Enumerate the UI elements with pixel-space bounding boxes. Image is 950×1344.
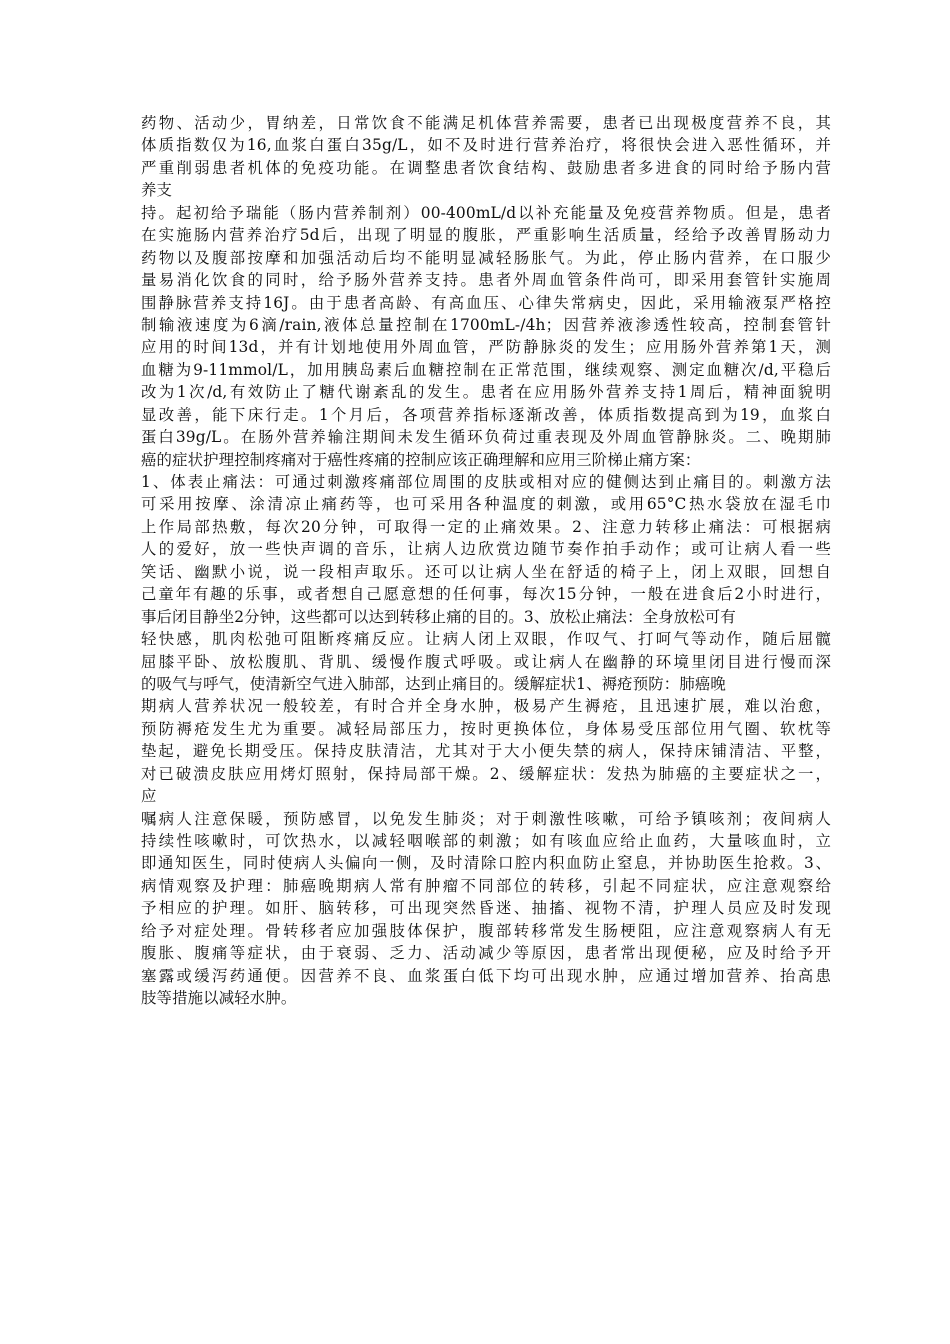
text-line: 病情观察及护理：肺癌晚期病人常有肿瘤不同部位的转移，引起不同症状，应注意观察给 bbox=[141, 876, 831, 895]
text-line: 腹胀、腹痛等症状，由于衰弱、乏力、活动减少等原因，患者常出现便秘，应及时给予开 bbox=[141, 944, 831, 963]
text-line: 给予对症处理。骨转移者应加强肢体保护，腹部转移常发生肠梗阻，应注意观察病人有无 bbox=[141, 921, 831, 940]
text-line: 即通知医生，同时使病人头偏向一侧，及时清除口腔内积血防止窒息，并协助医生抢救。3、 bbox=[141, 854, 831, 873]
text-line: 1、体表止痛法：可通过刺激疼痛部位周围的皮肤或相对应的健侧达到止痛目的。刺激方法 bbox=[141, 473, 831, 491]
text-line: 应用的时间13d，并有计划地使用外周血管，严防静脉炎的发生；应用肠外营养第1天，测 bbox=[141, 338, 831, 357]
body-text bbox=[141, 112, 831, 1010]
text-line: 持。起初给予瑞能（肠内营养制剂）00-400mL/d以补充能量及免疫营养物质。但是，患者 bbox=[141, 203, 831, 222]
text-line: 期病人营养状况一般较差，有时合并全身水肿，极易产生褥疮，且迅速扩展，难以治愈， bbox=[141, 697, 831, 716]
text-line: 应 bbox=[141, 787, 157, 806]
text-line: 血糖为9-11mmol/L，加用胰岛素后血糖控制在正常范围，继续观察、测定血糖次/d,平稳后 bbox=[141, 360, 831, 379]
text-line: 制输液速度为6滴/rain,液体总量控制在1700mL-/4h；因营养液渗透性较高，控制套管针 bbox=[141, 315, 831, 334]
text-line: 药物以及腹部按摩和加强活动后均不能明显减轻肠胀气。为此，停止肠内营养，在口服少 bbox=[141, 248, 831, 267]
text-line: 肢等措施以减轻水肿。 bbox=[141, 989, 297, 1008]
text-line: 围静脉营养支持16J。由于患者高龄、有高血压、心律失常病史，因此，采用输液泵严格控 bbox=[141, 293, 831, 312]
text-line: 轻快感，肌肉松弛可阻断疼痛反应。让病人闭上双眼，作叹气、打呵气等动作，随后屈髋 bbox=[141, 630, 831, 649]
text-line: 量易消化饮食的同时，给予肠外营养支持。患者外周血管条件尚可，即采用套管针实施周 bbox=[141, 271, 831, 290]
text-line: 上作局部热敷，每次20分钟，可取得一定的止痛效果。2、注意力转移止痛法：可根据病 bbox=[141, 517, 831, 536]
text-line: 事后闭目静坐2分钟，这些都可以达到转移止痛的目的。3、放松止痛法：全身放松可有 bbox=[141, 607, 736, 626]
text-line: 持续性咳嗽时，可饮热水，以减轻咽喉部的刺激；如有咳血应给止血药，大量咳血时，立 bbox=[141, 832, 831, 850]
text-line: 己童年有趣的乐事，或者想自己愿意想的任何事，每次15分钟，一般在进食后2小时进行， bbox=[141, 585, 831, 604]
text-line: 予相应的护理。如肝、脑转移，可出现突然昏迷、抽搐、视物不清，护理人员应及时发现 bbox=[141, 899, 831, 918]
text-line: 癌的症状护理控制疼痛对于癌性疼痛的控制应该正确理解和应用三阶梯止痛方案： bbox=[141, 450, 701, 469]
text-line: 改为1次/d,有效防止了糖代谢紊乱的发生。患者在应用肠外营养支持1周后，精神面貌明 bbox=[141, 383, 831, 402]
text-line: 显改善，能下床行走。1个月后，各项营养指标逐渐改善，体质指数提高到为19，血浆白 bbox=[141, 405, 831, 424]
text-line: 预防褥疮发生尤为重要。减轻局部压力，按时更换体位，身体易受压部位用气圈、软枕等 bbox=[141, 719, 831, 738]
text-line: 体质指数仅为16,血浆白蛋白35g/L，如不及时进行营养治疗，将很快会进入恶性循环，并 bbox=[141, 136, 831, 155]
text-line: 人的爱好，放一些快声调的音乐，让病人边欣赏边随节奏作拍手动作；或可让病人看一些 bbox=[141, 540, 831, 559]
text-line: 笑话、幽默小说，说一段相声取乐。还可以让病人坐在舒适的椅子上，闭上双眼，回想自 bbox=[141, 562, 831, 581]
text-line: 养支 bbox=[141, 181, 173, 200]
text-line: 屈膝平卧、放松腹肌、背肌、缓慢作腹式呼吸。或让病人在幽静的环境里闭目进行慢而深 bbox=[141, 652, 831, 671]
text-line: 严重削弱患者机体的免疫功能。在调整患者饮食结构、鼓励患者多进食的同时给予肠内营 bbox=[141, 158, 831, 177]
text-line: 蛋白39g/L。在肠外营养输注期间未发生循环负荷过重表现及外周血管静脉炎。二、晚期肺 bbox=[141, 428, 831, 447]
text-line: 对已破溃皮肤应用烤灯照射，保持局部干燥。2、缓解症状：发热为肺癌的主要症状之一， bbox=[141, 764, 831, 783]
text-line: 的吸气与呼气，使清新空气进入肺部，达到止痛目的。缓解症状1、褥疮预防：肺癌晚 bbox=[141, 674, 726, 693]
text-line: 塞露或缓泻药通便。因营养不良、血浆蛋白低下均可出现水肿，应通过增加营养、抬高患 bbox=[141, 966, 831, 985]
text-line: 垫起，避免长期受压。保持皮肤清洁，尤其对于大小便失禁的病人，保持床铺清洁、平整， bbox=[141, 742, 831, 761]
text-line: 在实施肠内营养治疗5d后，出现了明显的腹胀，严重影响生活质量，经给予改善胃肠动力 bbox=[141, 226, 831, 245]
text-line: 药物、活动少，胃纳差，日常饮食不能满足机体营养需要，患者已出现极度营养不良，其 bbox=[141, 114, 831, 132]
text-line: 可采用按摩、涂清凉止痛药等，也可采用各种温度的刺激，或用65°C热水袋放在湿毛巾 bbox=[141, 495, 831, 514]
text-line: 嘱病人注意保暖，预防感冒，以免发生肺炎；对于刺激性咳嗽，可给予镇咳剂；夜间病人 bbox=[141, 809, 831, 828]
